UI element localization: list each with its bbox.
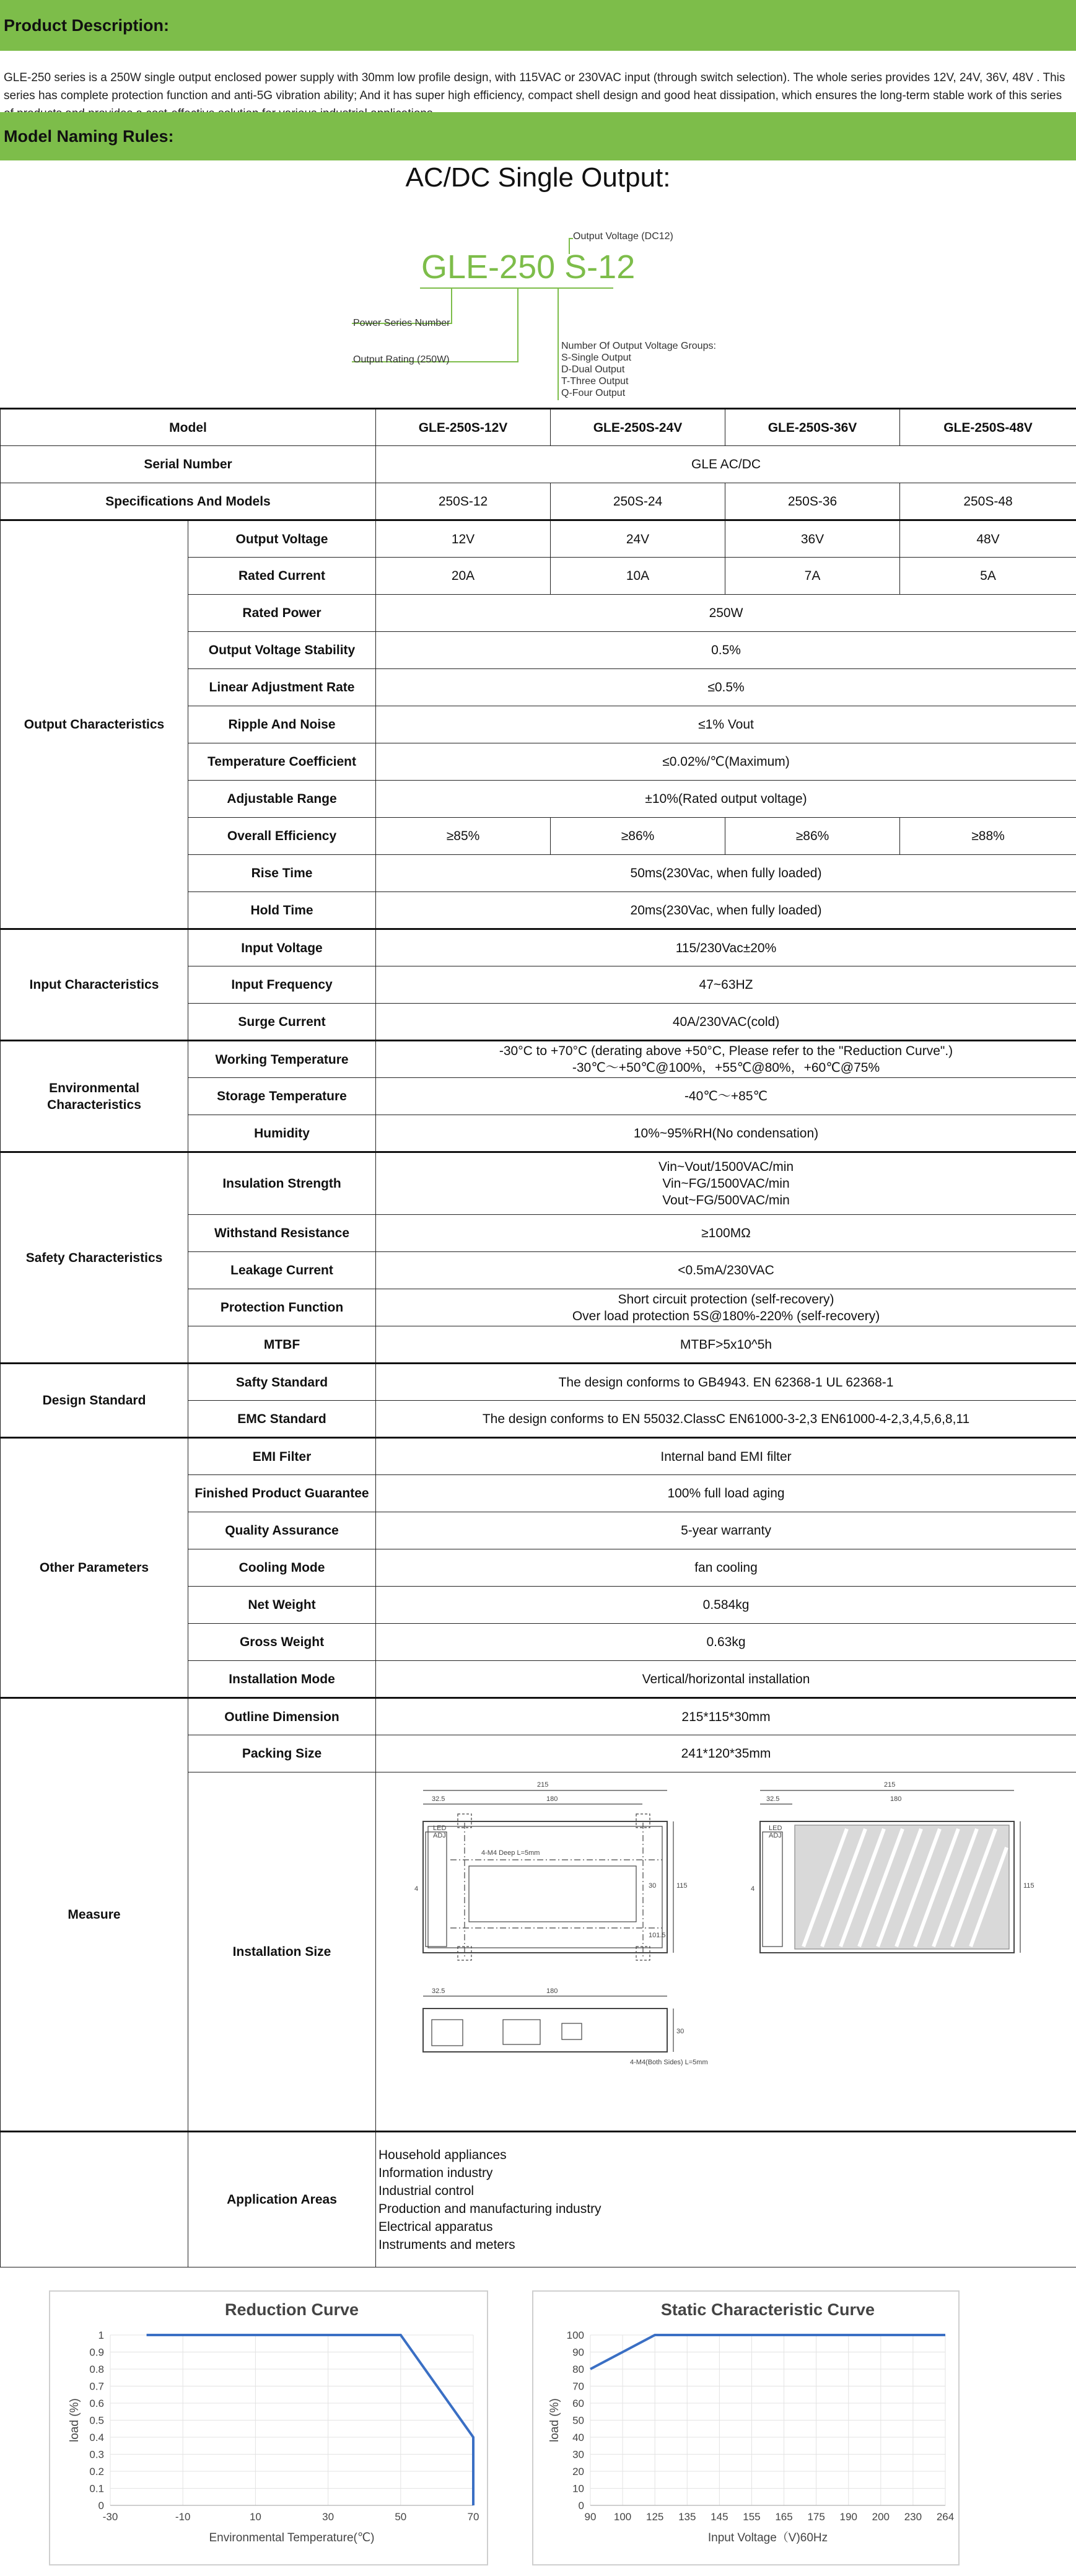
dim-30-label: 30 [649,1882,657,1890]
protection-function-value [376,1289,1076,1326]
dim-215-label: 215 [537,1781,549,1789]
list-item: Production and manufacturing industry [378,2201,601,2216]
dim-101-5-label: 101.5 [649,1932,666,1939]
y-tick-label: 0.4 [89,2432,104,2443]
y-tick-label: 40 [572,2432,584,2443]
model-naming-heading: Model Naming Rules: [4,126,174,146]
x-tick-label: -10 [175,2511,191,2523]
rise-time-label: Rise Time [188,855,376,892]
x-tick-label: 230 [904,2511,922,2523]
led-label: LED [769,1825,782,1832]
output-voltage-value: 12V [376,520,551,558]
x-tick-label: 30 [322,2511,335,2523]
linear-adjustment-label: Linear Adjustment Rate [188,669,376,706]
model-header-36v: GLE-250S-36V [725,409,900,446]
table-row [1,446,1076,483]
product-description-heading: Product Description: [4,15,170,35]
naming-group-line: Q-Four Output [561,388,626,398]
installation-mode-value: Vertical/horizontal installation [376,1661,1076,1698]
net-weight-value: 0.584kg [376,1587,1076,1624]
measure-group: Measure [1,1698,188,2132]
cooling-mode-label: Cooling Mode [188,1549,376,1587]
naming-line [558,289,559,400]
mtbf-label: MTBF [188,1326,376,1364]
table-row [1,520,1076,558]
x-tick-label: 135 [678,2511,696,2523]
y-tick-label: 80 [572,2364,584,2375]
insulation-line: Vout~FG/500VAC/min [662,1193,790,1207]
list-item: Electrical apparatus [378,2219,493,2234]
x-tick-label: 155 [743,2511,761,2523]
chart-title: Reduction Curve [224,2300,359,2319]
environmental-characteristics-group [1,1041,188,1152]
storage-temperature-value: -40℃～+85℃ [376,1078,1076,1115]
center-recess [469,1866,636,1922]
specs-value: 250S-12 [376,483,551,520]
y-tick-label: 0.5 [89,2414,104,2427]
model-naming-banner [0,112,1076,160]
y-tick-label: 0.8 [89,2364,104,2375]
naming-line [569,238,573,239]
model-header-24v: GLE-250S-24V [551,409,725,446]
y-tick-label: 0.6 [89,2398,104,2409]
x-tick-label: 200 [872,2511,890,2523]
emi-filter-label: EMI Filter [188,1438,376,1475]
rated-power-value: 250W [376,595,1076,632]
case-inner [428,1826,662,1948]
y-tick-label: 20 [572,2466,584,2477]
naming-group-line: Number Of Output Voltage Groups: [561,341,716,351]
ripple-noise-value: ≤1% Vout [376,706,1076,743]
humidity-value: 10%~95%RH(No condensation) [376,1115,1076,1152]
dim-32-5-label: 32.5 [766,1795,780,1803]
naming-group-line: T-Three Output [561,376,629,387]
dim-180-label: 180 [546,1987,558,1995]
application-areas-label: Application Areas [188,2132,376,2267]
packing-size-label: Packing Size [188,1735,376,1772]
emi-filter-value: Internal band EMI filter [376,1438,1076,1475]
packing-size-value: 241*120*35mm [376,1735,1076,1772]
humidity-label: Humidity [188,1115,376,1152]
protection-line: Short circuit protection (self-recovery) [618,1292,834,1307]
side-terminal [432,2020,463,2046]
side-view [423,1987,708,2066]
rated-current-value: 5A [900,558,1076,595]
model-header-12v: GLE-250S-12V [376,409,551,446]
installation-size-label: Installation Size [188,1772,376,2132]
static-characteristic-chart [532,2290,960,2565]
safety-standard-value: The design conforms to GB4943. EN 62368-1 UL 62368-1 [376,1364,1076,1401]
x-axis-label: Environmental Temperature(℃) [209,2531,375,2544]
x-tick-label: 165 [775,2511,793,2523]
cooling-mode-value: fan cooling [376,1549,1076,1587]
net-weight-label: Net Weight [188,1587,376,1624]
led-label: LED [433,1825,447,1832]
output-voltage-value: 36V [725,520,900,558]
y-tick-label: 10 [572,2482,584,2495]
installation-mode-label: Installation Mode [188,1661,376,1698]
voltage-stability-label: Output Voltage Stability [188,632,376,669]
x-tick-label: 190 [839,2511,857,2523]
protection-function-label: Protection Function [188,1289,376,1326]
table-row [1,483,1076,520]
output-voltage-value: 48V [900,520,1076,558]
model-code-output: S-12 [564,248,636,286]
y-tick-label: 50 [572,2414,584,2427]
y-tick-label: 1 [98,2329,104,2341]
dim-32-5-label: 32.5 [432,1987,445,1995]
x-tick-label: 175 [807,2511,825,2523]
static-characteristic-svg [533,2292,958,2564]
application-areas-list [376,2132,1076,2267]
input-voltage-value: 115/230Vac±20% [376,929,1076,966]
dim-115-label: 115 [1023,1882,1034,1890]
table-row [1,2132,1076,2267]
x-tick-label: 50 [395,2511,407,2523]
specs-value: 250S-48 [900,483,1076,520]
safety-characteristics-group: Safety Characteristics [1,1152,188,1364]
adjustable-range-label: Adjustable Range [188,781,376,818]
leakage-current-value: <0.5mA/230VAC [376,1252,1076,1289]
y-axis-label: load (%) [68,2398,81,2442]
serial-number-value: GLE AC/DC [376,446,1076,483]
x-tick-label: 145 [711,2511,728,2523]
mtbf-value: MTBF>5x10^5h [376,1326,1076,1364]
efficiency-value: ≥88% [900,818,1076,855]
dim-30-side-label: 30 [676,2028,685,2035]
y-tick-label: 0.2 [89,2466,104,2477]
protection-line: Over load protection 5S@180%-220% (self-recovery) [572,1308,880,1323]
output-voltage-value: 24V [551,520,725,558]
y-tick-label: 0.1 [89,2482,104,2495]
surge-current-label: Surge Current [188,1004,376,1041]
dim-180-label: 180 [546,1795,558,1803]
y-tick-label: 0.7 [89,2380,104,2393]
y-tick-label: 60 [572,2398,584,2409]
environmental-group-line: Characteristics [47,1097,141,1112]
output-voltage-label: Output Voltage [188,520,376,558]
working-temperature-value [376,1041,1076,1078]
screw-note-front: 4-M4 Deep L=5mm [481,1849,540,1857]
table-row [1,409,1076,446]
x-axis-label: Input Voltage（V)60Hz [707,2531,828,2544]
input-characteristics-group: Input Characteristics [1,929,188,1041]
rated-current-value: 20A [376,558,551,595]
y-tick-label: 0 [98,2500,104,2512]
y-tick-label: 0.3 [89,2448,104,2461]
naming-group-line: S-Single Output [561,353,631,363]
naming-underline [420,287,613,289]
table-row [1,1364,1076,1401]
emc-standard-label: EMC Standard [188,1401,376,1438]
x-tick-label: 90 [584,2511,597,2523]
efficiency-value: ≥86% [725,818,900,855]
input-frequency-label: Input Frequency [188,966,376,1004]
installation-drawing [376,1773,1072,2130]
model-header-48v: GLE-250S-48V [900,409,1076,446]
adj-label: ADJ [433,1832,446,1839]
front-view [414,1781,688,1960]
outline-dimension-label: Outline Dimension [188,1698,376,1735]
insulation-strength-value [376,1152,1076,1215]
naming-group-line: D-Dual Output [561,364,625,375]
specs-models-label: Specifications And Models [1,483,376,520]
surge-current-value: 40A/230VAC(cold) [376,1004,1076,1041]
adjustable-range-value: ±10%(Rated output voltage) [376,781,1076,818]
x-tick-label: 264 [936,2511,955,2523]
serial-number-label: Serial Number [1,446,376,483]
application-empty-cell [1,2132,188,2267]
y-tick-label: 90 [572,2346,584,2359]
spec-table [0,408,1076,2267]
product-description-text: GLE-250 series is a 250W single output enclosed power supply with 30mm low profile design, with 115VAC or 230VAC input (through switch selection). The whole series provides 12V, 24V, 36V, 48V . This series has complete protection function and anti-5G vibration ability; And it has super high efficiency, compact shell design and good heat dissipation, which ensures the long-term stable work of this series [4,71,1065,102]
x-tick-label: 125 [645,2511,664,2523]
dim-215-label: 215 [884,1781,896,1789]
reduction-curve-chart [49,2290,488,2565]
model-code-series: GLE-250 [421,248,556,286]
dim-4-label: 4 [414,1885,419,1893]
withstand-resistance-value: ≥100MΩ [376,1215,1076,1252]
screw-note-side: 4-M4(Both Sides) L=5mm [630,2059,708,2066]
working-temperature-line: -30°C to +70°C (derating above +50°C, Please refer to the "Reduction Curve".) [499,1044,953,1058]
table-row [1,929,1076,966]
x-tick-label: 100 [613,2511,632,2523]
product-description-banner [0,0,1076,51]
naming-groups [561,340,716,399]
ripple-noise-label: Ripple And Noise [188,706,376,743]
table-row [1,1041,1076,1078]
temperature-coefficient-value: ≤0.02%/℃(Maximum) [376,743,1076,781]
voltage-stability-value: 0.5% [376,632,1076,669]
table-row [1,1698,1076,1735]
naming-line [517,289,518,362]
top-view [751,1781,1034,1953]
case-outline [423,1821,667,1953]
design-standard-group: Design Standard [1,1364,188,1438]
environmental-group-line: Environmental [49,1080,139,1095]
model-code [421,248,635,286]
y-axis-label: load (%) [548,2398,561,2442]
other-parameters-group: Other Parameters [1,1438,188,1698]
quality-assurance-value: 5-year warranty [376,1512,1076,1549]
working-temperature-label: Working Temperature [188,1041,376,1078]
withstand-resistance-label: Withstand Resistance [188,1215,376,1252]
table-row [1,1438,1076,1475]
leakage-current-label: Leakage Current [188,1252,376,1289]
product-guarantee-label: Finished Product Guarantee [188,1475,376,1512]
dim-32-5-label: 32.5 [432,1795,445,1803]
working-temperature-line: -30℃～+50℃@100%，+55℃@80%，+60℃@75% [572,1061,880,1075]
adj-label: ADJ [769,1832,782,1839]
input-frequency-value: 47~63HZ [376,966,1076,1004]
gross-weight-label: Gross Weight [188,1624,376,1661]
temperature-coefficient-label: Temperature Coefficient [188,743,376,781]
x-tick-label: 70 [467,2511,479,2523]
hold-time-label: Hold Time [188,892,376,929]
output-characteristics-group: Output Characteristics [1,520,188,929]
naming-line [451,289,452,323]
naming-output-voltage-label: Output Voltage (DC12) [573,231,673,242]
naming-title: AC/DC Single Output: [405,162,671,193]
rated-current-value: 7A [725,558,900,595]
chart-title: Static Characteristic Curve [660,2300,875,2319]
list-item: Household appliances [378,2147,507,2162]
reduction-curve-svg [50,2292,487,2564]
gross-weight-value: 0.63kg [376,1624,1076,1661]
x-tick-label: 10 [249,2511,261,2523]
installation-drawing-cell [376,1772,1076,2132]
efficiency-value: ≥86% [551,818,725,855]
linear-adjustment-value: ≤0.5% [376,669,1076,706]
insulation-line: Vin~Vout/1500VAC/min [658,1160,794,1174]
y-tick-label: 0.9 [89,2346,104,2359]
table-row [1,1152,1076,1215]
x-tick-label: -30 [102,2511,118,2523]
side-switch [503,2020,540,2044]
top-terminal-block [763,1832,782,1947]
dim-4-label: 4 [751,1885,755,1893]
naming-power-series-label: Power Series Number [353,318,450,328]
dim-115-label: 115 [676,1882,688,1890]
rise-time-value: 50ms(230Vac, when fully loaded) [376,855,1076,892]
y-tick-label: 0 [578,2500,584,2512]
outline-dimension-value: 215*115*30mm [376,1698,1076,1735]
insulation-strength-label: Insulation Strength [188,1152,376,1215]
side-window [562,2023,582,2039]
y-tick-label: 30 [572,2448,584,2461]
model-header-label: Model [1,409,376,446]
rated-current-value: 10A [551,558,725,595]
terminal-block [426,1832,447,1947]
specs-value: 250S-24 [551,483,725,520]
dim-180-label: 180 [890,1795,902,1803]
y-tick-label: 100 [566,2329,584,2341]
hold-time-value: 20ms(230Vac, when fully loaded) [376,892,1076,929]
list-item: Information industry [378,2165,493,2180]
efficiency-value: ≥85% [376,818,551,855]
specs-value: 250S-36 [725,483,900,520]
input-voltage-label: Input Voltage [188,929,376,966]
overall-efficiency-label: Overall Efficiency [188,818,376,855]
naming-output-rating-label: Output Rating (250W) [353,354,450,365]
rated-power-label: Rated Power [188,595,376,632]
safety-standard-label: Safty Standard [188,1364,376,1401]
list-item: Instruments and meters [378,2237,515,2252]
product-guarantee-value: 100% full load aging [376,1475,1076,1512]
y-tick-label: 70 [572,2380,584,2393]
list-item: Industrial control [378,2183,475,2198]
insulation-line: Vin~FG/1500VAC/min [662,1176,790,1191]
emc-standard-value: The design conforms to EN 55032.ClassC EN61000-3-2,3 EN61000-4-2,3,4,5,6,8,11 [376,1401,1076,1438]
rated-current-label: Rated Current [188,558,376,595]
quality-assurance-label: Quality Assurance [188,1512,376,1549]
storage-temperature-label: Storage Temperature [188,1078,376,1115]
